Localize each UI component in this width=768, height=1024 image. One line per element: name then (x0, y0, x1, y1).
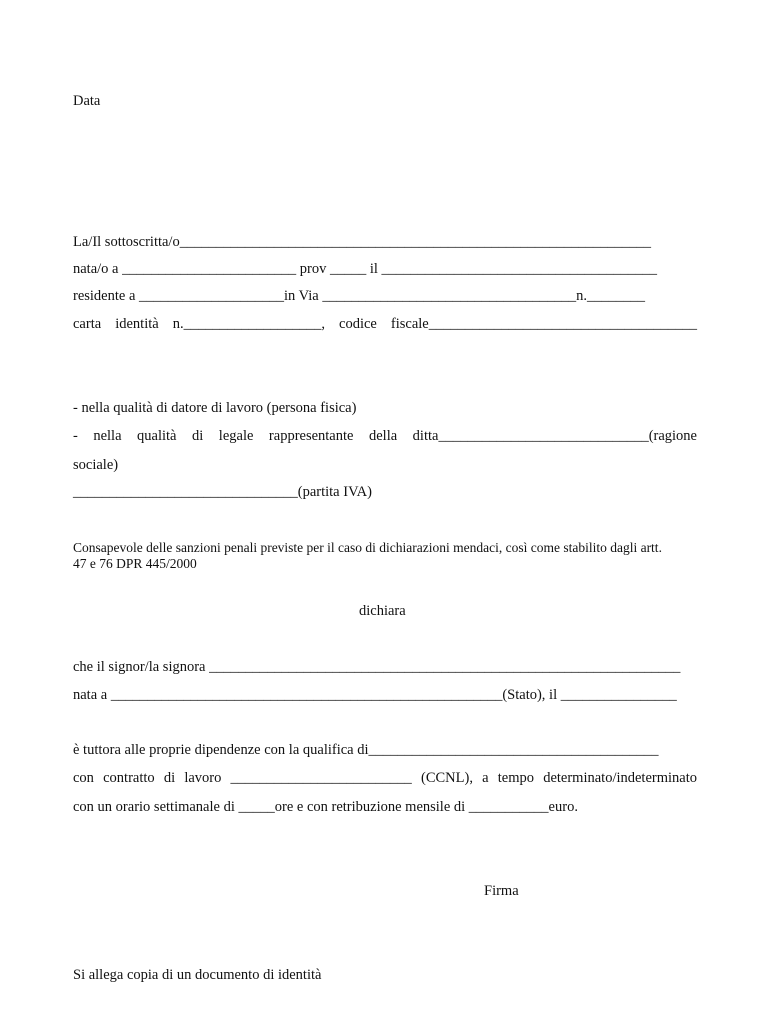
identity-line-documents: carta identità n.___________________, codice fiscale_____________________________________ (73, 316, 697, 332)
identity-line-residence: residente a ____________________in Via ___________________________________n.________ (73, 288, 645, 304)
quality-line-representative: - nella qualità di legale rappresentante della ditta_____________________________(ragione (73, 428, 697, 444)
date-label: Data (73, 93, 101, 109)
employment-line-hours-salary: con un orario settimanale di _____ore e con retribuzione mensile di ___________euro. (73, 799, 578, 815)
awareness-line-1: Consapevole delle sanzioni penali previste per il caso di dichiarazioni mendaci, così come stabilito dagli artt. (73, 540, 662, 555)
identity-line-name: La/Il sottoscritta/o_________________________________________________________________ (73, 234, 651, 250)
employment-line-contract: con contratto di lavoro _________________________ (CCNL), a tempo determinato/indeterminato (73, 770, 697, 786)
signature-label: Firma (484, 883, 519, 899)
identity-line-birth: nata/o a ________________________ prov _____ il ______________________________________ (73, 261, 658, 277)
employee-line-name: che il signor/la signora _________________________________________________________________ (73, 659, 681, 675)
quality-line-employer: - nella qualità di datore di lavoro (persona fisica) (73, 400, 357, 416)
awareness-line-2: 47 e 76 DPR 445/2000 (73, 556, 197, 571)
attachment-note: Si allega copia di un documento di identità (73, 967, 322, 983)
quality-line-company-name: sociale) (73, 457, 119, 473)
employee-line-birth: nata a ______________________________________________________(Stato), il ________________ (73, 687, 677, 703)
quality-line-vat: _______________________________(partita IVA) (73, 484, 372, 500)
employment-line-qualification: è tuttora alle proprie dipendenze con la qualifica di________________________________________ (73, 742, 659, 758)
declares-heading: dichiara (359, 603, 406, 619)
